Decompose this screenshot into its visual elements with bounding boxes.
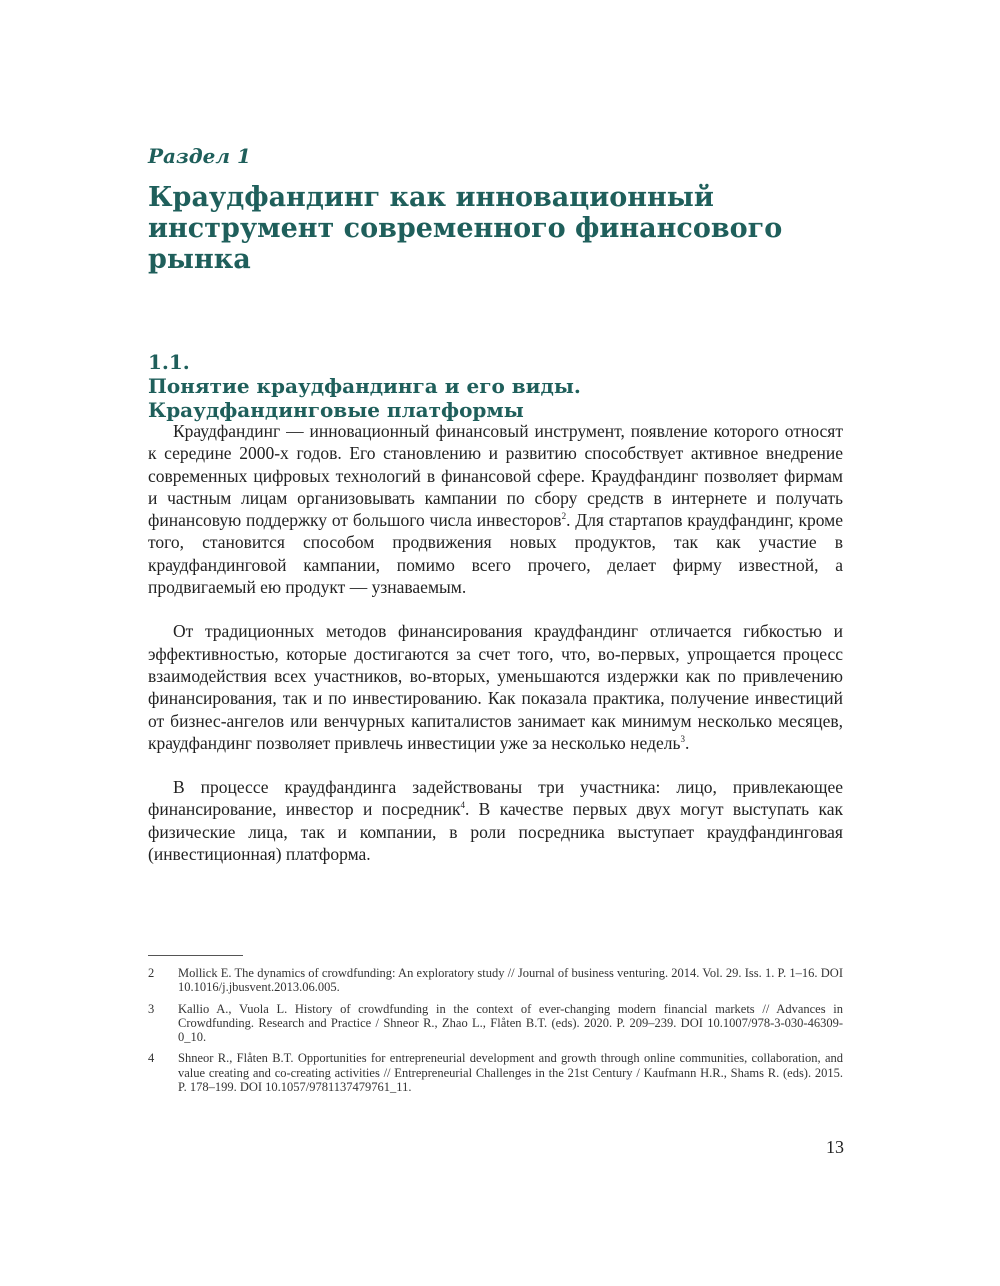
paragraph [148,776,843,865]
section-heading-line1 [148,350,868,398]
footnote-text: Shneor R., Flåten B.T. Opportunities for entrepreneurial development and growth through online communities, collaboration, and value creating and co-creating activities // Entrepreneurial Challenges in the 21st Century / Kaufmann H.R., Shams R. (eds). 2015. P. 178–199. DOI 10.1057/9781137479761_11. [178,1051,843,1095]
paragraph [148,620,843,754]
paragraph-text: В процессе краудфандинга задействованы три участника: лицо, привлекающее финансирование, инвестор и посредник [148,777,843,820]
footnote-ref[interactable]: 3 [680,734,685,745]
section-heading [148,350,868,422]
section-number: 1.1. [148,350,190,374]
chapter-title-line: инструмент современного финансового [148,213,783,244]
footnote-number: 2 [148,966,155,980]
footnote [148,1002,843,1045]
footnote [148,966,843,995]
chapter-title-line: Краудфандинг как инновационный [148,182,714,213]
paragraph-text: Краудфандинг — инновационный финансовый инструмент, появление которого относят к середине 2000-х годов. Его становлению и развитию способствует активное внедрение современных цифровых технологий в финансовой сфере. Краудфандинг позволяет фирмам и частным лицам организовывать кампании по сбору средств в интернете и получать финансовую поддержку от большого числа инвесторов [148,421,843,531]
footnote-number: 3 [148,1001,155,1016]
footnote-text: Kallio A., Vuola L. History of crowdfunding in the context of ever-changing modern financial markets // Advances in Crowdfunding. Research and Practice / Shneor R., Zhao L., Flåten B.T. (eds). 2020. P. 209–239. DOI 10.1007/978-3-030-46309-0_10. [178,1001,843,1045]
body-text [148,420,843,887]
paragraph-text: . Для стартапов краудфандинг, кроме того, становится способом продвижения новых продуктов, так как участие в краудфандинговой кампании, помимо всего прочего, делает фирму известной, а продвигаемый ею продукт — узнаваемым. [148,510,843,598]
footnote [148,1051,843,1094]
chapter-title-line: рынка [148,244,251,275]
footnote-ref[interactable]: 2 [561,511,567,522]
footnote-text: Mollick E. The dynamics of crowdfunding: An exploratory study // Journal of business venturing. 2014. Vol. 29. Iss. 1. P. 1–16. DOI 10.1016/j.jbusvent.2013.06.005. [178,966,843,995]
paragraph [148,420,843,598]
page-number: 13 [826,1137,844,1157]
chapter-title [148,182,868,275]
footnote-number: 4 [148,1051,155,1066]
section-title-part1: Понятие краудфандинга и его виды. [148,374,581,398]
paragraph-text: От традиционных методов финансирования краудфандинг отличается гибкостью и эффективностью, которые достигаются за счет того, что, во-первых, упрощается процесс взаимодействия всех участников, во-вторых, уменьшаются издержки как по привлечению финансирования, так и по инвестированию. Как показала практика, получение инвестиций от бизнес-ангелов или венчурных капиталистов занимает как минимум несколько месяцев, краудфандинг позволяет привлечь инвестиции уже за несколько недель [148,621,843,753]
section-title-part2: Краудфандинговые платформы [148,398,524,422]
footnote-divider [148,955,243,956]
footnotes [148,966,843,1101]
paragraph-text: . [684,732,690,753]
footnote-ref[interactable]: 4 [460,800,465,811]
part-label: Раздел 1 [148,144,251,168]
paragraph-text: . В качестве первых двух могут выступать как физические лица, так и компании, в роли посредника выступает краудфандинговая (инвестиционная) платформа. [148,799,843,865]
